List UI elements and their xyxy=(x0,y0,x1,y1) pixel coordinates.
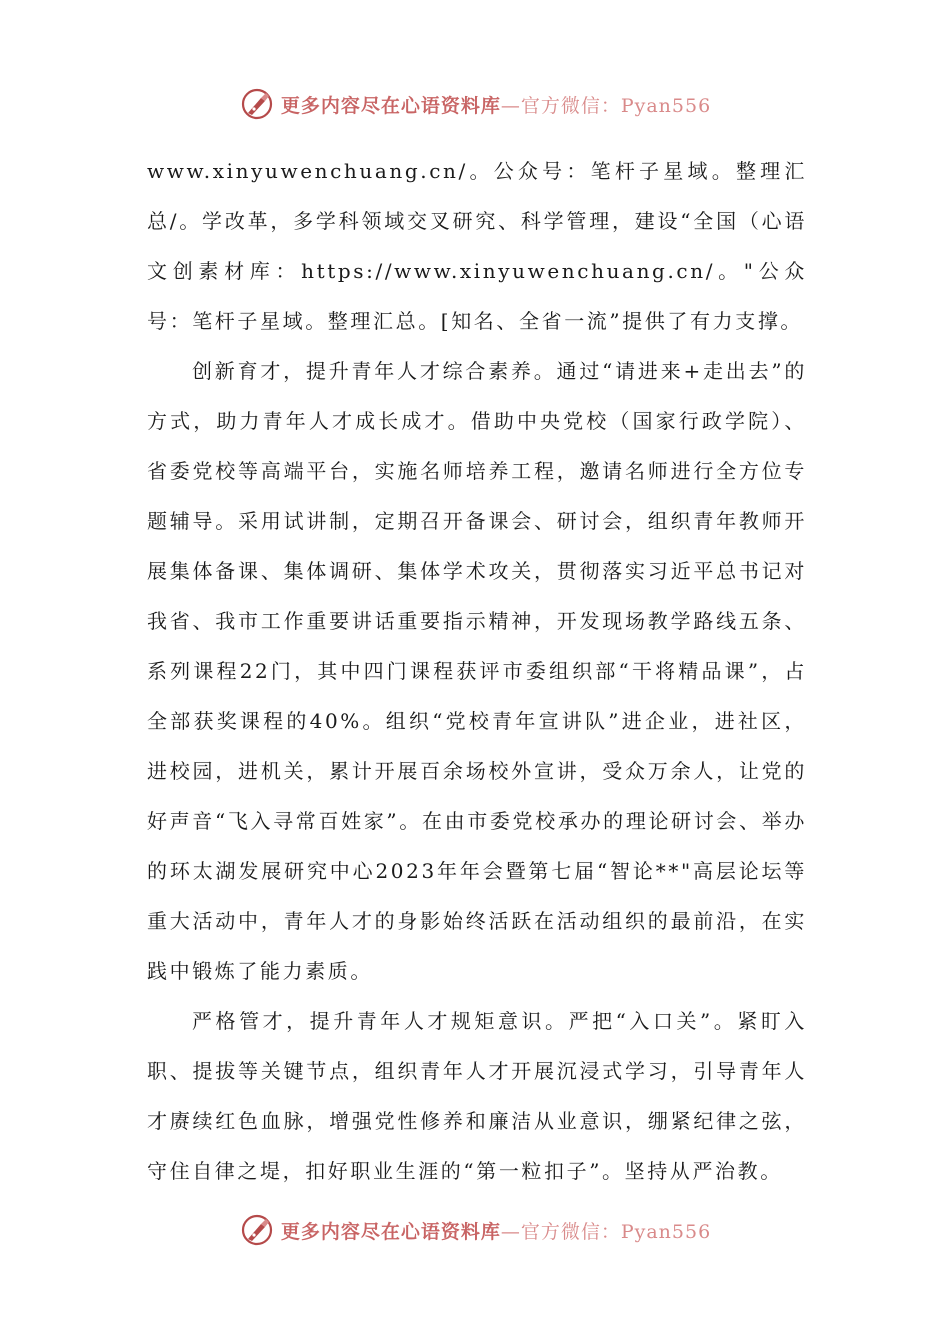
header-banner-rest: —官方微信：Pyan556 xyxy=(500,94,712,117)
paragraph-3: 严格管才，提升青年人才规矩意识。严把“入口关”。紧盯入职、提拔等关键节点，组织青年人才开展沉浸式学习，引导青年人才赓续红色血脉，增强党性修养和廉洁从业意识，绷紧纪律之弦，守住自律之堤，扣好职业生涯的“第一粒扣子”。坚持从严治教。 xyxy=(147,1009,807,1183)
pen-nib-in-circle-icon xyxy=(239,1212,275,1248)
footer-banner-main: 更多内容尽在心语资料库 xyxy=(280,1220,501,1243)
header-banner-main: 更多内容尽在心语资料库 xyxy=(280,94,501,117)
document-body xyxy=(147,146,807,1196)
header-banner-text xyxy=(281,91,711,118)
paragraph-2: 创新育才，提升青年人才综合素养。通过“请进来+走出去”的方式，助力青年人才成长成才。借助中央党校（国家行政学院）、省委党校等高端平台，实施名师培养工程，邀请名师进行全方位专题辅导。采用试讲制，定期召开备课会、研讨会，组织青年教师开展集体备课、集体调研、集体学术攻关，贯彻落实习近平总书记对我省、我市工作重要讲话重要指示精神，开发现场教学路线五条、系列课程22门，其中四门课程获评市委组织部“干将精品课”，占全部获奖课程的40%。组织“党校青年宣讲队”进企业，进社区，进校园，进机关，累计开展百余场校外宣讲，受众万余人，让党的好声音“飞入寻常百姓家”。在由市委党校承办的理论研讨会、举办的环太湖发展研究中心2023年年会暨第七届“智论**"高层论坛等重大活动中，青年人才的身影始终活跃在活动组织的最前沿，在实践中锻炼了能力素质。 xyxy=(147,359,807,983)
pen-nib-in-circle-icon xyxy=(239,86,275,122)
footer-banner-rest: —官方微信：Pyan556 xyxy=(500,1220,712,1243)
footer-banner xyxy=(0,1208,950,1252)
paragraph-1: www.xinyuwenchuang.cn/。公众号：笔杆子星域。整理汇总/。学改革，多学科领域交叉研究、科学管理，建设“全国（心语文创素材库：https://www.xinyuwenchuang.cn/。"公众号：笔杆子星域。整理汇总。[知名、全省一流”提供了有力支撑。 xyxy=(147,159,807,333)
footer-banner-text xyxy=(281,1217,711,1244)
header-banner xyxy=(0,82,950,126)
